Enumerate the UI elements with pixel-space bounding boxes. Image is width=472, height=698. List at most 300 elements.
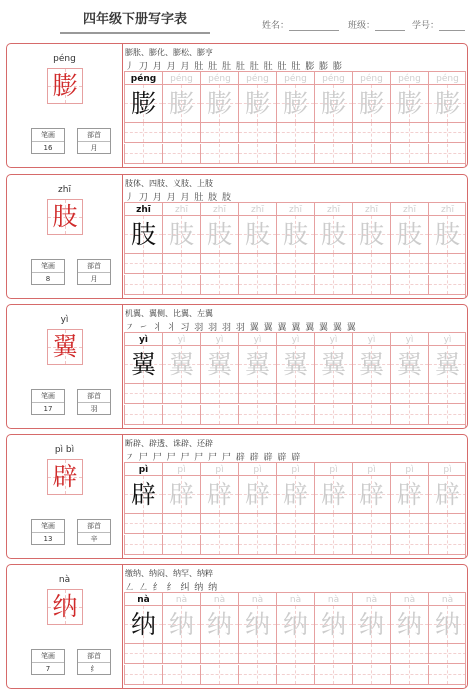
writing-cell[interactable] (200, 405, 238, 425)
writing-cell[interactable] (428, 514, 466, 534)
writing-cell[interactable] (314, 275, 352, 295)
character-card (6, 174, 468, 299)
tracing-character: 肢 (168, 220, 194, 249)
stroke-count-value: 13 (43, 535, 53, 543)
pinyin-row (124, 332, 466, 346)
tracing-character: 辟 (206, 480, 232, 509)
pinyin-cell: zhī (162, 202, 200, 216)
tracing-cell[interactable] (314, 216, 352, 254)
stroke-count-value: 8 (45, 275, 51, 283)
tracing-cell[interactable] (314, 346, 352, 384)
writing-cell[interactable] (124, 644, 162, 664)
tracing-character: 辟 (130, 480, 156, 509)
pinyin-cell: nà (162, 592, 200, 606)
tracing-cell[interactable] (352, 216, 390, 254)
pinyin-cell: zhī (124, 202, 162, 216)
writing-cell[interactable] (390, 535, 428, 555)
pinyin-cell: pì (352, 462, 390, 476)
radical-label: 部首 (78, 390, 110, 403)
tracing-cell[interactable] (200, 476, 238, 514)
writing-cell[interactable] (238, 123, 276, 143)
writing-cell[interactable] (200, 535, 238, 555)
writing-cell[interactable] (162, 405, 200, 425)
pinyin-cell: péng (314, 71, 352, 85)
writing-row (124, 144, 466, 164)
tracing-cell[interactable] (276, 216, 314, 254)
tracing-character: 翼 (168, 350, 194, 379)
writing-cell[interactable] (352, 254, 390, 274)
tracing-character: 翼 (358, 350, 384, 379)
pinyin-cell: yì (238, 332, 276, 346)
pinyin-cell: zhī (238, 202, 276, 216)
writing-cell[interactable] (390, 275, 428, 295)
stroke-count-box (31, 389, 65, 415)
writing-cell[interactable] (124, 665, 162, 685)
tracing-cell[interactable] (200, 606, 238, 644)
character-pinyin: yì (60, 315, 69, 325)
example-words: 机翼、翼侧、比翼、左翼 (125, 309, 213, 318)
pinyin-row (124, 592, 466, 606)
writing-cell[interactable] (200, 644, 238, 664)
tracing-character: 纳 (206, 610, 232, 639)
tracing-row (124, 346, 466, 384)
tracing-character: 肢 (320, 220, 346, 249)
pinyin-cell: yì (124, 332, 162, 346)
writing-cell[interactable] (276, 514, 314, 534)
writing-cell[interactable] (276, 275, 314, 295)
writing-cell[interactable] (238, 644, 276, 664)
tracing-character: 辟 (396, 480, 422, 509)
writing-cell[interactable] (352, 144, 390, 164)
tracing-cell[interactable] (200, 216, 238, 254)
page-header (0, 0, 472, 40)
tracing-cell[interactable] (390, 606, 428, 644)
writing-cell[interactable] (352, 644, 390, 664)
pinyin-cell: péng (428, 71, 466, 85)
stroke-count-label: 笔画 (32, 520, 64, 533)
tracing-cell[interactable] (162, 476, 200, 514)
tracing-character: 肢 (206, 220, 232, 249)
writing-cell[interactable] (124, 384, 162, 404)
pinyin-cell: nà (314, 592, 352, 606)
writing-cell[interactable] (124, 123, 162, 143)
tracing-character: 肢 (434, 220, 460, 249)
tracing-character: 膨 (320, 89, 346, 118)
character-display-box (47, 589, 83, 625)
writing-cell[interactable] (428, 405, 466, 425)
tracing-character: 翼 (282, 350, 308, 379)
tracing-cell[interactable] (428, 85, 466, 123)
pinyin-cell: nà (428, 592, 466, 606)
writing-cell[interactable] (428, 665, 466, 685)
stroke-count-value: 17 (43, 405, 53, 413)
tracing-character: 翼 (130, 350, 156, 379)
writing-cell[interactable] (162, 384, 200, 404)
writing-cell[interactable] (238, 405, 276, 425)
pinyin-cell: péng (200, 71, 238, 85)
writing-cell[interactable] (238, 144, 276, 164)
tracing-character: 翼 (206, 350, 232, 379)
writing-cell[interactable] (124, 275, 162, 295)
pinyin-cell: zhī (200, 202, 238, 216)
writing-cell[interactable] (238, 665, 276, 685)
stroke-count-box (31, 649, 65, 675)
tracing-cell[interactable] (390, 476, 428, 514)
example-words: 肢体、四肢、义肢、上肢 (125, 179, 213, 188)
writing-cell[interactable] (390, 254, 428, 274)
tracing-character: 辟 (434, 480, 460, 509)
writing-cell[interactable] (124, 535, 162, 555)
character-display-box (47, 329, 83, 365)
writing-cell[interactable] (352, 275, 390, 295)
tracing-cell[interactable] (390, 216, 428, 254)
tracing-character: 纳 (130, 610, 156, 639)
practice-grid[interactable] (124, 71, 466, 166)
writing-cell[interactable] (124, 514, 162, 534)
pinyin-cell: nà (276, 592, 314, 606)
pinyin-cell: nà (200, 592, 238, 606)
tracing-character: 辟 (282, 480, 308, 509)
radical-box (77, 389, 111, 415)
pinyin-cell: yì (352, 332, 390, 346)
tracing-cell[interactable] (276, 606, 314, 644)
tracing-character: 膨 (358, 89, 384, 118)
tracing-row (124, 216, 466, 254)
writing-cell[interactable] (390, 384, 428, 404)
writing-cell[interactable] (390, 405, 428, 425)
writing-row (124, 405, 466, 425)
writing-row (124, 644, 466, 664)
character-info-panel (7, 565, 123, 688)
pinyin-cell: pì (238, 462, 276, 476)
tracing-cell[interactable] (390, 346, 428, 384)
writing-cell[interactable] (200, 144, 238, 164)
tracing-character: 膨 (130, 89, 156, 118)
writing-cell[interactable] (162, 644, 200, 664)
tracing-cell[interactable] (238, 216, 276, 254)
pinyin-cell: péng (352, 71, 390, 85)
writing-cell[interactable] (428, 123, 466, 143)
writing-cell[interactable] (162, 535, 200, 555)
character-glyph: 辟 (52, 462, 78, 491)
writing-cell[interactable] (314, 535, 352, 555)
pinyin-cell: pì (314, 462, 352, 476)
tracing-cell[interactable] (238, 346, 276, 384)
tracing-row (124, 476, 466, 514)
character-pinyin: nà (58, 575, 71, 585)
radical-box (77, 519, 111, 545)
writing-cell[interactable] (238, 384, 276, 404)
tracing-character: 辟 (320, 480, 346, 509)
tracing-character: 辟 (244, 480, 270, 509)
pinyin-cell: nà (238, 592, 276, 606)
stroke-count-value: 7 (45, 665, 51, 673)
stroke-count-label: 笔画 (32, 390, 64, 403)
tracing-row (124, 85, 466, 123)
practice-grid[interactable] (124, 462, 466, 557)
tracing-cell[interactable] (352, 606, 390, 644)
writing-cell[interactable] (200, 123, 238, 143)
tracing-character: 翼 (320, 350, 346, 379)
writing-cell[interactable] (276, 384, 314, 404)
radical-box (77, 259, 111, 285)
pinyin-cell: nà (124, 592, 162, 606)
tracing-character: 纳 (358, 610, 384, 639)
example-words: 膨胀、膨化、膨松、膨亨 (125, 48, 213, 57)
character-glyph: 膨 (52, 71, 78, 100)
character-card (6, 564, 468, 689)
tracing-cell[interactable] (276, 85, 314, 123)
pinyin-cell: péng (238, 71, 276, 85)
writing-cell[interactable] (238, 514, 276, 534)
writing-cell[interactable] (390, 123, 428, 143)
tracing-cell[interactable] (314, 85, 352, 123)
writing-row (124, 665, 466, 685)
writing-cell[interactable] (162, 514, 200, 534)
writing-cell[interactable] (200, 275, 238, 295)
writing-cell[interactable] (162, 254, 200, 274)
tracing-cell[interactable] (352, 85, 390, 123)
writing-cell[interactable] (428, 535, 466, 555)
pinyin-cell: yì (314, 332, 352, 346)
stroke-order: ㇜ ㇜ 纟 纟 纠 纳 纳 (125, 583, 219, 592)
tracing-character: 纳 (244, 610, 270, 639)
radical-box (77, 649, 111, 675)
writing-cell[interactable] (200, 514, 238, 534)
writing-cell[interactable] (200, 254, 238, 274)
tracing-cell[interactable] (276, 346, 314, 384)
pinyin-cell: nà (352, 592, 390, 606)
writing-cell[interactable] (314, 144, 352, 164)
writing-cell[interactable] (238, 275, 276, 295)
tracing-cell[interactable] (352, 476, 390, 514)
writing-cell[interactable] (162, 665, 200, 685)
pinyin-cell: pì (162, 462, 200, 476)
character-pinyin: péng (53, 54, 76, 64)
class-field[interactable] (348, 18, 405, 31)
pinyin-cell: péng (162, 71, 200, 85)
tracing-character: 肢 (130, 220, 156, 249)
writing-cell[interactable] (124, 254, 162, 274)
writing-cell[interactable] (238, 535, 276, 555)
writing-cell[interactable] (200, 384, 238, 404)
writing-cell[interactable] (314, 254, 352, 274)
writing-cell[interactable] (428, 384, 466, 404)
writing-cell[interactable] (314, 644, 352, 664)
writing-cell[interactable] (276, 123, 314, 143)
pinyin-cell: zhī (428, 202, 466, 216)
tracing-cell[interactable] (162, 216, 200, 254)
writing-cell[interactable] (352, 384, 390, 404)
radical-label: 部首 (78, 129, 110, 142)
tracing-cell[interactable] (428, 346, 466, 384)
radical-value: 辛 (90, 535, 98, 543)
character-glyph: 肢 (52, 202, 78, 231)
radical-box (77, 128, 111, 154)
tracing-row (124, 606, 466, 644)
pinyin-cell: nà (390, 592, 428, 606)
stroke-order: 丿 刀 月 月 月 肚 肚 肚 肚 肚 肚 肚 肚 膨 膨 膨 (125, 62, 343, 71)
tracing-cell[interactable] (124, 85, 162, 123)
tracing-cell[interactable] (428, 606, 466, 644)
character-pinyin: pì bì (54, 445, 75, 455)
writing-cell[interactable] (314, 384, 352, 404)
writing-cell[interactable] (276, 665, 314, 685)
class-blank[interactable] (375, 21, 405, 31)
writing-row (124, 254, 466, 274)
writing-cell[interactable] (390, 514, 428, 534)
writing-cell[interactable] (390, 144, 428, 164)
writing-cell[interactable] (314, 514, 352, 534)
stroke-order: ㇇ 尸 尸 尸 尸 尸 尸 尸 辟 辟 辟 辟 辟 (125, 453, 302, 462)
pinyin-cell: yì (162, 332, 200, 346)
stroke-count-label: 笔画 (32, 260, 64, 273)
tracing-character: 纳 (396, 610, 422, 639)
tracing-cell[interactable] (390, 85, 428, 123)
writing-cell[interactable] (428, 254, 466, 274)
tracing-cell[interactable] (276, 476, 314, 514)
number-label: 学号： (412, 21, 440, 31)
tracing-cell[interactable] (428, 216, 466, 254)
tracing-cell[interactable] (352, 346, 390, 384)
tracing-character: 膨 (168, 89, 194, 118)
radical-label: 部首 (78, 260, 110, 273)
radical-value: 羽 (90, 405, 98, 413)
radical-value: 月 (90, 144, 98, 152)
worksheet-title: 四年级下册写字表 (60, 10, 210, 34)
pinyin-cell: zhī (276, 202, 314, 216)
writing-cell[interactable] (200, 665, 238, 685)
writing-row (124, 535, 466, 555)
character-info-panel (7, 44, 123, 167)
character-glyph: 翼 (52, 332, 78, 361)
practice-grid[interactable] (124, 202, 466, 297)
character-display-box (47, 68, 83, 104)
writing-cell[interactable] (352, 535, 390, 555)
tracing-character: 膨 (282, 89, 308, 118)
writing-cell[interactable] (428, 275, 466, 295)
tracing-cell[interactable] (238, 85, 276, 123)
writing-cell[interactable] (428, 144, 466, 164)
stroke-count-box (31, 519, 65, 545)
writing-cell[interactable] (124, 144, 162, 164)
tracing-cell[interactable] (124, 606, 162, 644)
writing-cell[interactable] (428, 644, 466, 664)
tracing-cell[interactable] (162, 606, 200, 644)
tracing-character: 纳 (434, 610, 460, 639)
writing-cell[interactable] (390, 644, 428, 664)
tracing-character: 辟 (358, 480, 384, 509)
tracing-cell[interactable] (428, 476, 466, 514)
pinyin-cell: yì (200, 332, 238, 346)
tracing-cell[interactable] (314, 476, 352, 514)
writing-cell[interactable] (276, 144, 314, 164)
class-label: 班级： (348, 21, 376, 31)
tracing-cell[interactable] (200, 85, 238, 123)
character-glyph: 纳 (52, 592, 78, 621)
practice-grid[interactable] (124, 332, 466, 427)
tracing-character: 膨 (434, 89, 460, 118)
writing-cell[interactable] (276, 644, 314, 664)
tracing-cell[interactable] (124, 346, 162, 384)
radical-value: 纟 (90, 665, 98, 673)
tracing-character: 辟 (168, 480, 194, 509)
pinyin-cell: pì (200, 462, 238, 476)
tracing-character: 肢 (282, 220, 308, 249)
writing-cell[interactable] (162, 144, 200, 164)
writing-cell[interactable] (352, 405, 390, 425)
name-label: 姓名： (262, 21, 290, 31)
character-card (6, 434, 468, 559)
writing-cell[interactable] (352, 665, 390, 685)
tracing-cell[interactable] (238, 476, 276, 514)
tracing-cell[interactable] (162, 346, 200, 384)
name-field[interactable] (262, 18, 339, 31)
writing-cell[interactable] (352, 123, 390, 143)
pinyin-cell: zhī (314, 202, 352, 216)
number-field[interactable] (412, 18, 465, 31)
pinyin-row (124, 202, 466, 216)
pinyin-cell: péng (124, 71, 162, 85)
tracing-cell[interactable] (124, 216, 162, 254)
tracing-character: 膨 (206, 89, 232, 118)
pinyin-cell: zhī (352, 202, 390, 216)
writing-cell[interactable] (162, 275, 200, 295)
writing-cell[interactable] (276, 254, 314, 274)
stroke-order: 丿 刀 月 月 月 肚 肢 肢 (125, 193, 233, 202)
radical-label: 部首 (78, 520, 110, 533)
tracing-cell[interactable] (200, 346, 238, 384)
pinyin-row (124, 462, 466, 476)
tracing-cell[interactable] (238, 606, 276, 644)
pinyin-cell: pì (428, 462, 466, 476)
writing-cell[interactable] (276, 535, 314, 555)
tracing-cell[interactable] (162, 85, 200, 123)
example-words: 缴纳、纳闷、纳罕、纳粹 (125, 569, 213, 578)
tracing-character: 纳 (168, 610, 194, 639)
writing-cell[interactable] (314, 665, 352, 685)
pinyin-cell: yì (390, 332, 428, 346)
pinyin-cell: péng (390, 71, 428, 85)
tracing-cell[interactable] (314, 606, 352, 644)
pinyin-cell: pì (276, 462, 314, 476)
stroke-count-value: 16 (43, 144, 53, 152)
number-blank[interactable] (439, 21, 465, 31)
pinyin-cell: zhī (390, 202, 428, 216)
writing-cell[interactable] (314, 405, 352, 425)
writing-cell[interactable] (124, 405, 162, 425)
character-info-panel (7, 435, 123, 558)
name-blank[interactable] (289, 21, 339, 31)
writing-cell[interactable] (238, 254, 276, 274)
character-card (6, 43, 468, 168)
writing-cell[interactable] (390, 665, 428, 685)
stroke-count-label: 笔画 (32, 650, 64, 663)
tracing-character: 膨 (244, 89, 270, 118)
character-info-panel (7, 305, 123, 428)
pinyin-row (124, 71, 466, 85)
tracing-character: 翼 (434, 350, 460, 379)
writing-row (124, 123, 466, 143)
writing-cell[interactable] (352, 514, 390, 534)
writing-cell[interactable] (314, 123, 352, 143)
tracing-cell[interactable] (124, 476, 162, 514)
character-display-box (47, 199, 83, 235)
practice-grid[interactable] (124, 592, 466, 687)
writing-cell[interactable] (276, 405, 314, 425)
pinyin-cell: pì (124, 462, 162, 476)
writing-cell[interactable] (162, 123, 200, 143)
